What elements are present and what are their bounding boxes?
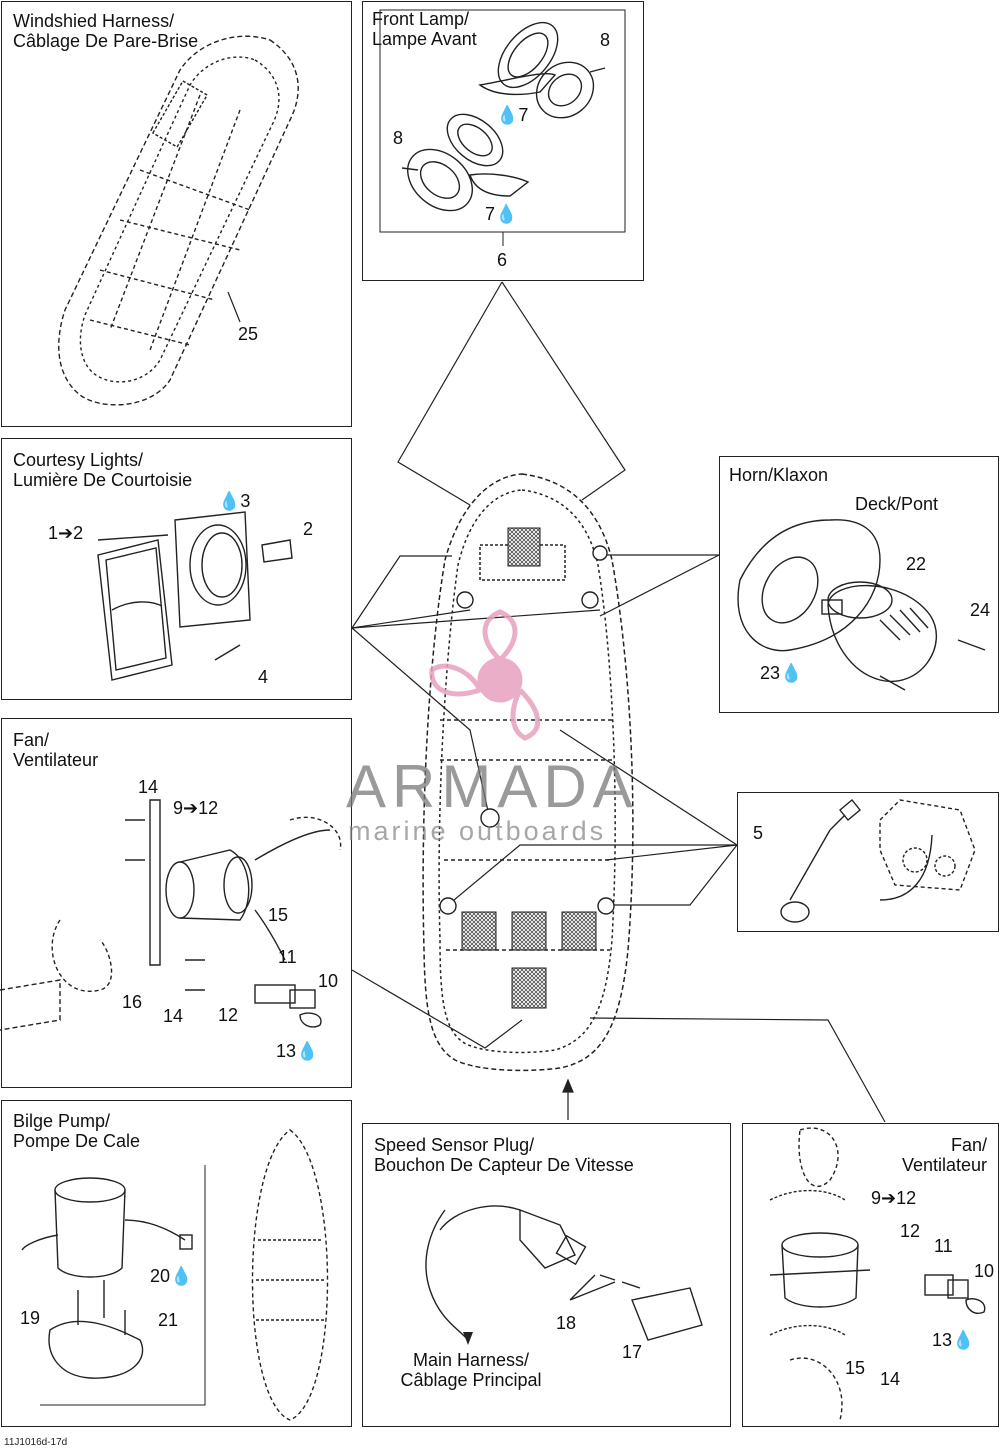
courtesy-title: Courtesy Lights/ Lumière De Courtoisie [13,450,193,490]
sensor-5-drawing [781,800,975,922]
watermark-title: ARMADA [346,753,639,820]
callout-2: 2 [303,519,314,539]
horn-title: Horn/Klaxon [729,465,829,485]
callout-24: 24 [970,600,991,620]
fan-right-leaders [590,1018,885,1122]
callout-4: 4 [258,667,269,687]
hull-mat-front [508,528,540,566]
callout-leader-25 [228,292,240,322]
callout-14-bottom: 14 [163,1006,184,1026]
callout-10-right: 10 [974,1261,995,1281]
callout-13-right: 13💧 [932,1330,975,1350]
fan-left-drawing [0,800,341,1030]
main-harness-label: Main Harness/ Câblage Principal [400,1350,542,1390]
callout-11: 11 [278,947,297,967]
front-lamp-leaders [398,282,625,505]
oil-drop-icon: 💧 [170,1266,193,1286]
oil-drop-icon: 💧 [495,204,518,224]
oil-drop-icon: 💧 [218,491,241,511]
callout-19: 19 [20,1308,41,1328]
callout-7-top: 💧7 [496,105,529,125]
callout-9-12-right: 9➔12 [871,1188,917,1208]
callout-25: 25 [238,324,259,344]
oil-drop-icon: 💧 [952,1330,975,1350]
callout-23: 23💧 [760,663,803,683]
callout-18: 18 [556,1313,577,1333]
horn-leaders [598,555,719,616]
callout-10: 10 [318,971,339,991]
courtesy-lights-drawing [98,512,292,680]
callout-3: 💧3 [218,491,251,511]
deck-label: Deck/Pont [855,494,939,514]
document-code: 11J1016d-17d [4,1437,68,1448]
front-lamp-title: Front Lamp/ Lampe Avant [372,9,477,49]
hull-mat-center [512,912,546,950]
oil-drop-icon: 💧 [780,663,803,683]
hull-mat-right [562,912,596,950]
windshield-title: Windshied Harness/ Câblage De Pare-Brise [13,11,199,51]
callout-17: 17 [622,1342,643,1362]
fan-left-title: Fan/ Ventilateur [13,730,99,770]
callout-11-right: 11 [934,1236,953,1256]
callout-20: 20💧 [150,1266,193,1286]
fan-left-leaders [352,970,522,1048]
callout-15: 15 [268,905,289,925]
callout-8-left: 8 [393,128,404,148]
callout-21: 21 [158,1310,179,1330]
oil-drop-icon: 💧 [296,1041,319,1061]
callout-22: 22 [906,554,927,574]
callout-12-right: 12 [900,1221,921,1241]
speed-sensor-title: Speed Sensor Plug/ Bouchon De Capteur De Vitesse [374,1135,634,1175]
fan-right-drawing [770,1128,985,1420]
callout-14-top: 14 [138,777,159,797]
hull-mat-left [462,912,496,950]
callout-9-12: 9➔12 [173,798,219,818]
hull-port-markers [440,546,614,914]
callout-16: 16 [122,992,143,1012]
callout-6: 6 [497,250,508,270]
callout-7-bottom: 7💧 [485,204,518,224]
fan-right-title: Fan/ Ventilateur [901,1135,987,1175]
callout-14-right: 14 [880,1369,901,1389]
callout-13: 13💧 [276,1041,319,1061]
hull-bottom-arrow [563,1080,573,1120]
callout-15-right: 15 [845,1358,866,1378]
callout-8-top: 8 [600,30,611,50]
oil-drop-icon: 💧 [496,105,519,125]
windshield-hull-drawing [59,36,298,405]
bilge-title: Bilge Pump/ Pompe De Cale [13,1111,141,1151]
main-harness-arrow [463,1332,473,1345]
callout-5: 5 [753,823,764,843]
callout-12: 12 [218,1005,239,1025]
hull-mat-rear [512,968,546,1008]
watermark-subtitle: marine outboards [348,816,607,846]
callout-1-2: 1➔2 [48,523,84,543]
